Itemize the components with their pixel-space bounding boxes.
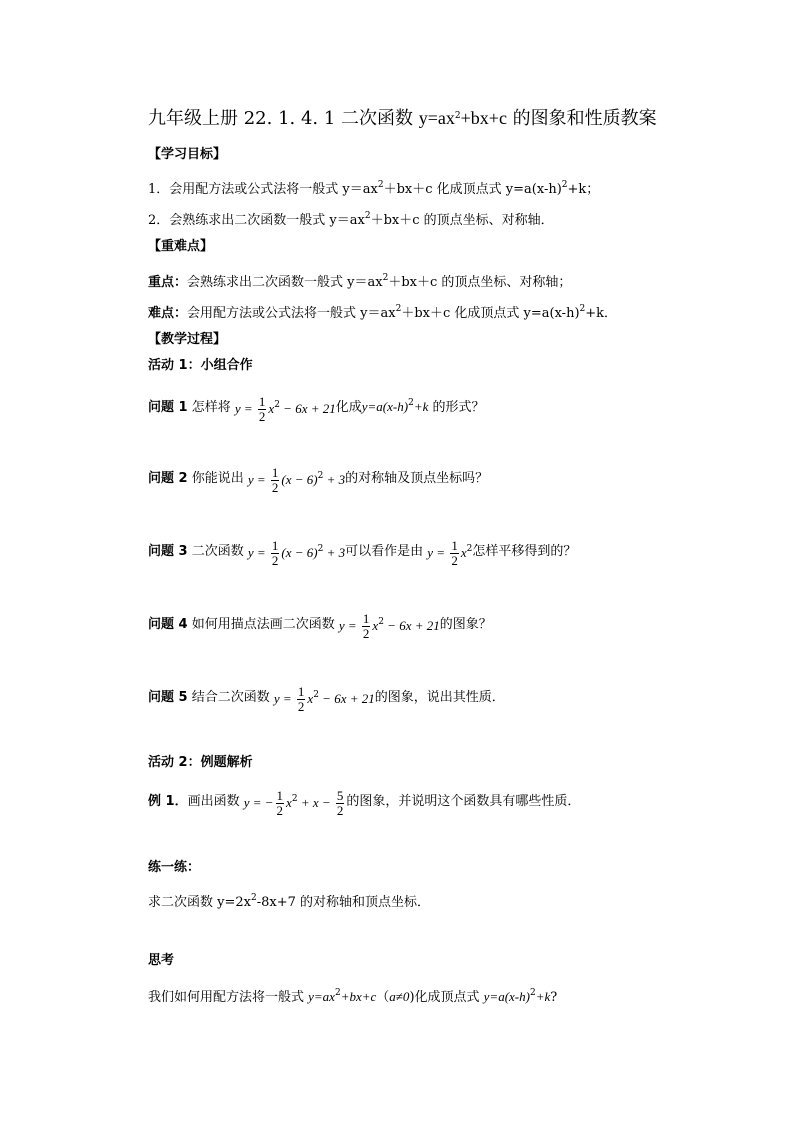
think-general-a: y=ax: [308, 989, 335, 1004]
fraction-denominator: 2: [297, 699, 305, 714]
difficult-point-text-b: ＋bx＋c 化成顶点式 y=a(x-h): [401, 306, 580, 321]
goal-1-text-a: 1．会用配方法或公式法将一般式 y＝ax: [148, 182, 378, 197]
eq-x: x: [372, 618, 379, 633]
key-point-label: 重点：: [148, 275, 188, 290]
question-5-text-post: 的图象，说出其性质．: [374, 690, 505, 705]
question-3-equation-2: [427, 533, 472, 570]
think-cond-open: （: [376, 990, 390, 1005]
eq-y: y =: [247, 472, 269, 487]
activity-1-heading: 活动 1：小组合作: [148, 358, 253, 373]
eq-sup: 2: [313, 690, 319, 700]
question-1: [148, 387, 485, 426]
example-1-text-pre: 画出函数: [187, 794, 244, 809]
fraction: [258, 395, 267, 424]
page-title: [148, 104, 657, 130]
question-5-text-pre: 结合二次函数: [191, 690, 274, 705]
fraction: [276, 789, 285, 818]
eq-sup: 2: [317, 471, 324, 481]
example-1-equation: [244, 783, 347, 820]
think-text-end: ?: [550, 990, 558, 1005]
practice-text-b: -8x+7 的对称轴和顶点坐标．: [256, 895, 431, 910]
fraction-numerator: 1: [271, 465, 279, 480]
eq-vertex-form-a: (x − 6): [281, 472, 318, 487]
question-1-equation: [235, 389, 336, 426]
goal-1-text-b: ＋bx＋c 化成顶点式 y=a(x-h): [383, 182, 562, 197]
goal-1-sup-1: 2: [377, 180, 384, 190]
difficult-point-sup-1: 2: [395, 304, 402, 314]
question-1-text-post: 的形式？: [428, 400, 485, 415]
eq-vertex-form-b: + 3: [323, 545, 346, 560]
practice-item: [148, 889, 430, 912]
eq-sup: 2: [378, 617, 384, 627]
eq-x: x: [460, 545, 467, 560]
eq-y-neg: y = −: [243, 795, 274, 810]
question-1-text-pre: 怎样将: [191, 400, 235, 415]
think-sup-2: 2: [529, 988, 536, 998]
fraction-denominator: 2: [271, 480, 279, 495]
think-heading: 思考: [148, 953, 175, 968]
fraction: [450, 539, 459, 568]
fraction-denominator: 2: [362, 626, 370, 641]
goal-1-sup-2: 2: [561, 180, 568, 190]
eq-sup: 2: [317, 544, 324, 554]
eq-tail: − 6x + 21: [383, 618, 440, 633]
think-text-mid: )化成顶点式: [409, 990, 484, 1005]
think-cond: a≠0: [389, 989, 410, 1004]
difficult-point-sup-2: 2: [579, 304, 586, 314]
think-vertex-a: y=a(x-h): [483, 989, 530, 1004]
question-1-label: 问题 1: [148, 400, 188, 415]
fraction-numerator: 1: [297, 684, 305, 699]
difficult-point-text-c: +k．: [585, 306, 618, 321]
title-suffix: 的图象和性质教案: [506, 108, 657, 129]
title-formula-a: y=ax: [418, 108, 455, 128]
example-1-text-post: 的图象，并说明这个函数具有哪些性质．: [346, 794, 581, 809]
practice-text-a: 求二次函数 y=2x: [148, 895, 251, 910]
title-prefix: 九年级上册 22. 1. 4. 1 二次函数: [148, 108, 419, 129]
eq-x: x: [286, 795, 292, 810]
fraction: [271, 466, 280, 495]
goal-item-2: [148, 207, 554, 230]
practice-heading: 练一练：: [148, 860, 201, 875]
eq-x: x: [268, 401, 275, 416]
section-heading-goals: 【学习目标】: [148, 147, 227, 162]
example-1: [148, 783, 580, 820]
question-4-label: 问题 4: [148, 617, 188, 632]
fraction-denominator: 2: [258, 409, 266, 424]
eq-vertex-form-b: + 3: [323, 472, 346, 487]
fraction-numerator: 1: [271, 538, 279, 553]
eq-y: y =: [338, 618, 360, 633]
title-formula-b: +bx+c: [460, 108, 507, 128]
question-2: [148, 460, 488, 497]
question-4-equation: [339, 606, 440, 643]
question-2-text-post: 的对称轴及顶点坐标吗？: [345, 471, 489, 486]
key-point-sup: 2: [382, 273, 389, 283]
example-1-label: 例 1．: [148, 794, 188, 809]
eq-vertex-form-a: (x − 6): [281, 545, 318, 560]
question-3-equation-1: [248, 533, 345, 570]
goal-2-text-b: ＋bx＋c 的顶点坐标、对称轴．: [370, 213, 554, 228]
fraction-denominator: 2: [336, 803, 344, 818]
section-heading-process: 【教学过程】: [148, 332, 227, 347]
question-1-vertex-a: y=a(x-h): [361, 399, 409, 414]
eq-tail: − 6x + 21: [318, 691, 375, 706]
question-2-text-pre: 你能说出: [191, 471, 248, 486]
question-3-text-pre: 二次函数: [191, 544, 248, 559]
difficult-point-text-a: 会用配方法或公式法将一般式 y＝ax: [187, 306, 396, 321]
eq-sup: 2: [466, 544, 473, 554]
goal-1-text-c: +k；: [567, 182, 600, 197]
question-5: [148, 679, 505, 716]
question-4: [148, 606, 492, 643]
section-heading-keypoints: 【重难点】: [148, 239, 214, 254]
practice-sup: 2: [250, 893, 257, 903]
question-2-label: 问题 2: [148, 471, 188, 486]
fraction-denominator: 2: [276, 803, 284, 818]
eq-y: y =: [427, 545, 449, 560]
question-4-text-pre: 如何用描点法画二次函数: [191, 617, 339, 632]
think-text-a: 我们如何用配方法将一般式: [148, 990, 309, 1005]
fraction: [271, 539, 280, 568]
eq-y: y =: [234, 401, 256, 416]
key-point-item: [148, 269, 571, 292]
eq-tail: − 6x + 21: [279, 401, 336, 416]
eq-x: x: [307, 691, 314, 706]
eq-y: y =: [273, 691, 295, 706]
eq-mid: + x −: [297, 795, 334, 810]
fraction-denominator: 2: [271, 553, 279, 568]
activity-2-heading: 活动 2：例题解析: [148, 755, 253, 770]
question-3: [148, 533, 576, 570]
think-general-b: +bx+c: [340, 989, 377, 1004]
difficult-point-label: 难点：: [148, 306, 188, 321]
eq-sup: 2: [291, 794, 298, 804]
fraction: [362, 612, 371, 641]
fraction: [297, 685, 306, 714]
think-sup-1: 2: [334, 988, 341, 998]
question-2-equation: [248, 460, 345, 497]
key-point-text-a: 会熟练求出二次函数一般式 y＝ax: [187, 275, 383, 290]
goal-2-text-a: 2．会熟练求出二次函数一般式 y＝ax: [148, 213, 365, 228]
question-1-vertex-sup: 2: [408, 398, 414, 408]
question-5-equation: [274, 679, 375, 716]
question-3-text-mid: 可以看作是由: [345, 544, 428, 559]
question-5-label: 问题 5: [148, 690, 188, 705]
question-3-text-post: 怎样平移得到的？: [472, 544, 577, 559]
question-3-label: 问题 3: [148, 544, 188, 559]
question-1-vertex-b: +k: [413, 399, 429, 414]
fraction-numerator: 1: [258, 394, 266, 409]
fraction-numerator: 1: [276, 788, 284, 803]
fraction-numerator: 1: [362, 611, 370, 626]
think-vertex-b: +k: [535, 989, 551, 1004]
fraction-numerator: 1: [451, 538, 458, 553]
question-4-text-post: 的图象？: [439, 617, 492, 632]
goal-2-sup-1: 2: [364, 211, 371, 221]
goal-item-1: [148, 176, 599, 199]
fraction-numerator: 5: [336, 788, 344, 803]
think-item: [148, 984, 557, 1007]
fraction-denominator: 2: [451, 553, 458, 568]
fraction: [336, 789, 345, 818]
key-point-text-b: ＋bx＋c 的顶点坐标、对称轴；: [388, 275, 572, 290]
difficult-point-item: [148, 300, 617, 323]
question-1-text-mid: 化成: [335, 400, 362, 415]
eq-sup: 2: [274, 400, 280, 410]
title-sup: 2: [454, 111, 461, 121]
eq-y: y =: [247, 545, 269, 560]
